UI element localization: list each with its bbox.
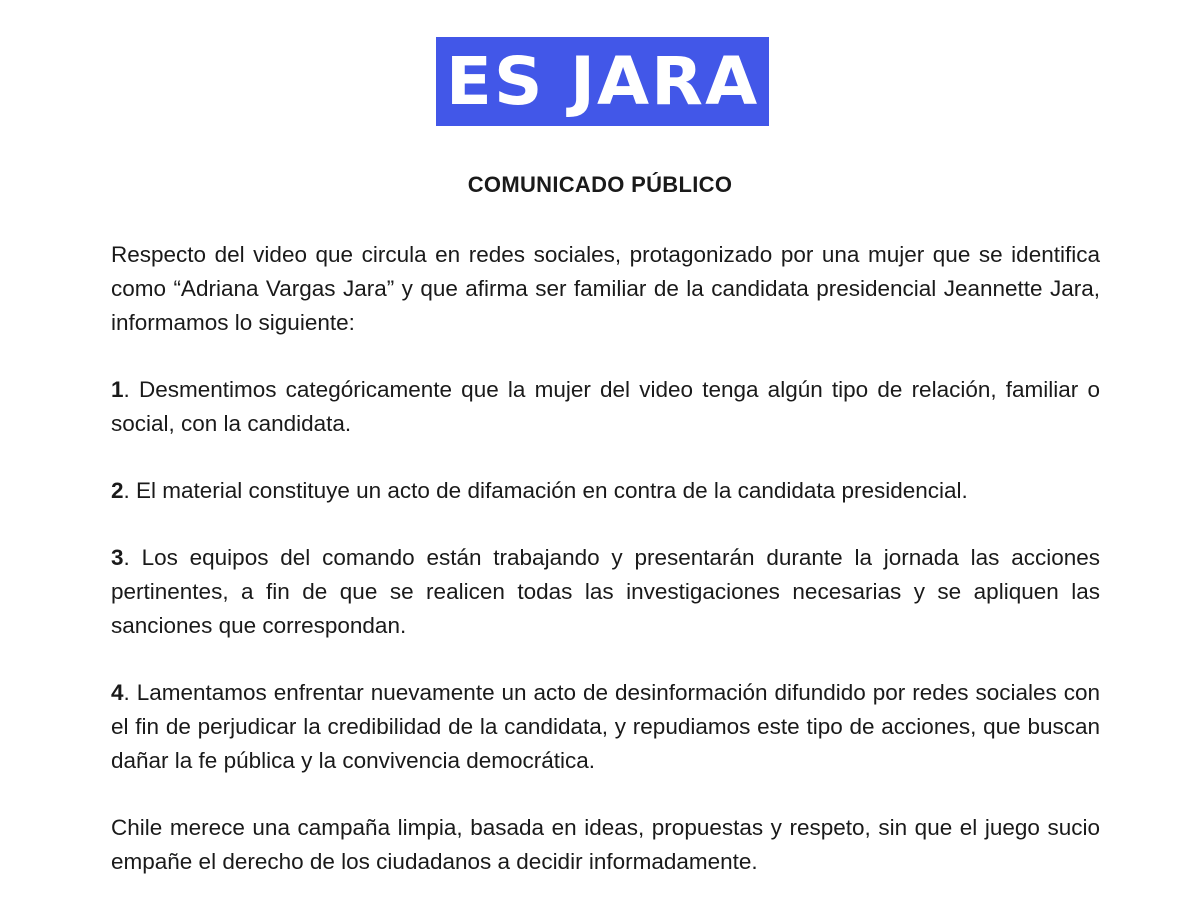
logo-text: ES JARA [445, 42, 760, 120]
point-text: . Desmentimos categóricamente que la mujer del video tenga algún tipo de relación, familiar o social, con la candidata. [111, 377, 1100, 436]
point-text: . Los equipos del comando están trabajando y presentarán durante la jornada las acciones pertinentes, a fin de que se realicen todas las investigaciones necesarias y se apliquen las sanciones que correspondan. [111, 545, 1100, 638]
point-text: . Lamentamos enfrentar nuevamente un acto de desinformación difundido por redes sociales con el fin de perjudicar la credibilidad de la candidata, y repudiamos este tipo de acciones, que buscan dañar la fe pública y la convivencia democrática. [111, 680, 1100, 773]
point-4 [111, 676, 1100, 778]
point-number: 4 [111, 680, 124, 705]
point-number: 1 [111, 377, 124, 402]
point-1 [111, 373, 1100, 441]
point-text: . El material constituye un acto de difamación en contra de la candidata presidencial. [123, 478, 968, 503]
point-number: 3 [111, 545, 124, 570]
point-number: 2 [111, 478, 124, 503]
closing-paragraph: Chile merece una campaña limpia, basada en ideas, propuestas y respeto, sin que el juego sucio empañe el derecho de los ciudadanos a decidir informadamente. [111, 815, 1100, 874]
es-jara-logo [436, 37, 769, 126]
intro-paragraph: Respecto del video que circula en redes sociales, protagonizado por una mujer que se identifica como “Adriana Vargas Jara” y que afirma ser familiar de la candidata presidencial Jeannette Jara, informamos lo siguiente: [111, 242, 1100, 335]
point-2 [111, 474, 1100, 508]
document-title: COMUNICADO PÚBLICO [467, 172, 733, 197]
document-body [111, 238, 1100, 912]
point-3 [111, 541, 1100, 643]
